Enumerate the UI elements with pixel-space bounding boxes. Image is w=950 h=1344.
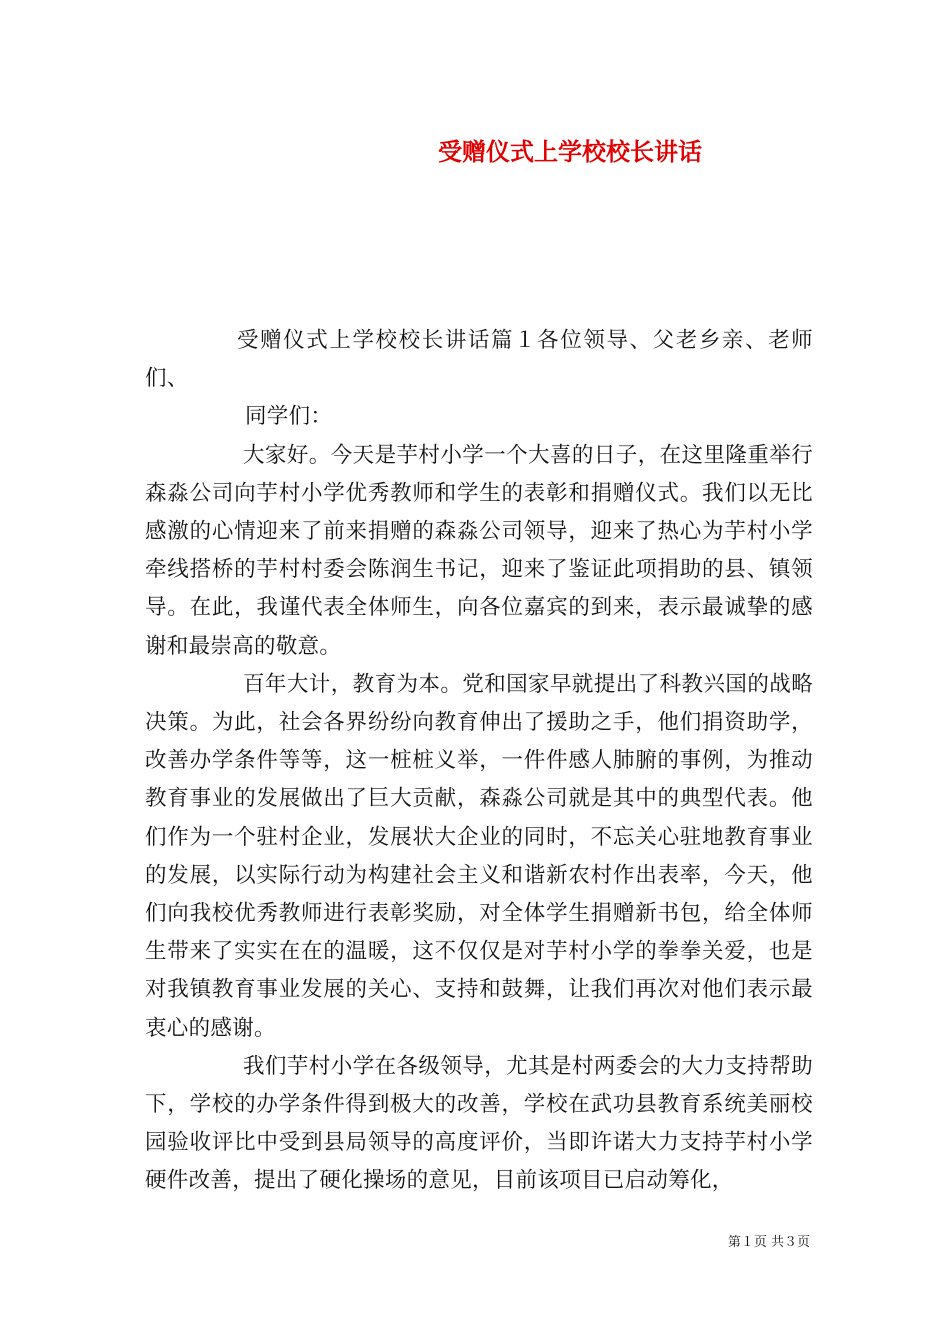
document-title: 受赠仪式上学校校长讲话 <box>438 137 702 166</box>
paragraph-welcome: 大家好。今天是芋村小学一个大喜的日子，在这里隆重举行森淼公司向芋村小学优秀教师和学生的表彰和捐赠仪式。我们以无比感激的心情迎来了前来捐赠的森淼公司领导，迎来了热心为芋村小学牵线搭桥的芋村村委会陈润生书记，迎来了鉴证此项捐助的县、镇领导。在此，我谨代表全体师生，向各位嘉宾的到来，表示最诚挚的感谢和最崇高的敬意。 <box>145 442 813 659</box>
page-footer: 第１页 共３页 <box>727 1235 810 1250</box>
paragraph-students: 同学们： <box>245 404 333 430</box>
paragraph-school: 我们芋村小学在各级领导，尤其是村两委会的大力支持帮助下，学校的办学条件得到极大的改善，学校在武功县教育系统美丽校园验收评比中受到县局领导的高度评价，当即许诺大力支持芋村小学硬件改善，提出了硬化操场的意见，目前该项目已启动筹化， <box>145 1053 813 1194</box>
paragraph-education: 百年大计，教育为本。党和国家早就提出了科教兴国的战略决策。为此，社会各界纷纷向教育伸出了援助之手，他们捐资助学，改善办学条件等等，这一桩桩义举，一件件感人肺腑的事例，为推动教育事业的发展做出了巨大贡献，森淼公司就是其中的典型代表。他们作为一个驻村企业，发展状大企业的同时，不忘关心驻地教育事业的发展，以实际行动为构建社会主义和谐新农村作出表率，今天，他们向我校优秀教师进行表彰奖励，对全体学生捐赠新书包，给全体师生带来了实实在在的温暖，这不仅仅是对芋村小学的拳拳关爱，也是对我镇教育事业发展的关心、支持和鼓舞，让我们再次对他们表示最衷心的感谢。 <box>145 671 813 1041</box>
paragraph-greeting: 受赠仪式上学校校长讲话篇１各位领导、父老乡亲、老师们、 <box>145 328 813 392</box>
document-body <box>145 322 813 1201</box>
